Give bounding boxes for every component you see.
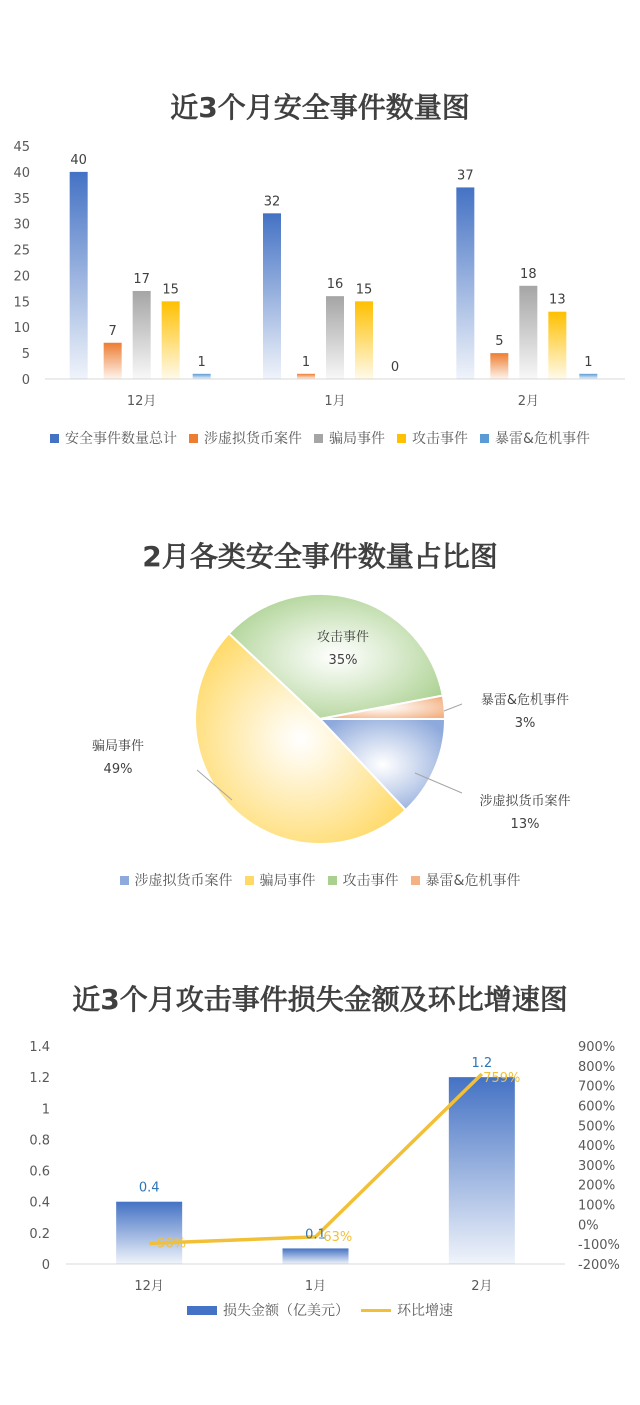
y-tick-label: 5 xyxy=(21,347,30,363)
chart2-legend-item xyxy=(328,870,399,890)
chart1-legend-label: 暴雷&危机事件 xyxy=(495,431,590,447)
pie-slice-name: 骗局事件 xyxy=(91,739,145,754)
pie-slice-percent: 35% xyxy=(328,653,358,668)
bar xyxy=(579,374,597,379)
y-right-tick-label: 900% xyxy=(578,1040,616,1055)
bar xyxy=(490,353,508,379)
bar-data-label: 0.4 xyxy=(138,1180,160,1196)
chart1-legend-swatch xyxy=(314,434,323,443)
pie-slice-name: 攻击事件 xyxy=(316,630,370,645)
bar xyxy=(70,172,88,379)
y-right-tick-label: 500% xyxy=(578,1119,616,1135)
data-label: 7 xyxy=(108,323,117,339)
data-label: 0 xyxy=(390,360,400,375)
y-right-tick-label: -100% xyxy=(578,1238,620,1254)
bar xyxy=(297,374,315,379)
data-label: 32 xyxy=(263,194,281,210)
y-left-tick-label: 0.8 xyxy=(29,1133,50,1149)
chart1-legend-swatch xyxy=(189,434,198,443)
y-right-tick-label: 600% xyxy=(578,1099,616,1115)
chart2-legend-item xyxy=(245,870,316,890)
chart1-legend-item xyxy=(50,428,177,448)
data-label: 1 xyxy=(197,354,206,370)
y-tick-label: 30 xyxy=(13,217,30,233)
chart3-legend-label: 环比增速 xyxy=(397,1303,453,1319)
bar xyxy=(104,343,122,379)
chart2-legend-item xyxy=(120,870,233,890)
y-left-tick-label: 0.2 xyxy=(29,1226,50,1242)
bar xyxy=(116,1202,182,1264)
bar xyxy=(193,374,211,379)
bar xyxy=(326,296,344,379)
y-left-tick-label: 0.6 xyxy=(29,1164,50,1180)
bar xyxy=(162,301,180,379)
y-right-tick-label: 100% xyxy=(578,1198,616,1214)
bar xyxy=(355,301,373,379)
data-label: 5 xyxy=(495,334,504,350)
x-tick-label: 2月 xyxy=(471,1279,493,1294)
data-label: 17 xyxy=(133,271,150,287)
y-right-tick-label: 200% xyxy=(578,1178,616,1194)
chart1-legend-swatch xyxy=(480,434,489,443)
growth-line xyxy=(149,1074,482,1243)
pie-slice-name: 暴雷&危机事件 xyxy=(480,693,570,708)
x-tick-label: 12月 xyxy=(134,1279,164,1294)
y-right-tick-label: 400% xyxy=(578,1139,616,1155)
y-tick-label: 20 xyxy=(13,269,30,285)
bar xyxy=(263,213,281,379)
chart2-legend-label: 涉虚拟货币案件 xyxy=(134,873,233,889)
bar xyxy=(456,187,474,379)
chart1-legend-item xyxy=(397,428,468,448)
chart2-legend-swatch xyxy=(120,876,129,885)
bar xyxy=(133,291,151,379)
chart3-legend-item xyxy=(187,1300,349,1320)
y-tick-label: 0 xyxy=(21,373,30,388)
data-label: 37 xyxy=(457,168,474,184)
x-tick-label: 1月 xyxy=(324,394,346,409)
data-label: 1 xyxy=(584,354,593,370)
data-label: 13 xyxy=(549,292,566,308)
chart2-legend-swatch xyxy=(245,876,254,885)
chart2-title: 2月各类安全事件数量占比图 xyxy=(142,540,498,573)
y-tick-label: 45 xyxy=(13,140,30,155)
x-tick-label: 2月 xyxy=(517,394,539,409)
leader-line xyxy=(444,704,462,711)
chart3-plot xyxy=(0,1035,640,1305)
chart1-legend-label: 攻击事件 xyxy=(412,431,469,447)
data-label: 40 xyxy=(70,152,87,168)
chart1-legend-swatch xyxy=(50,434,59,443)
x-tick-label: 1月 xyxy=(304,1279,327,1294)
chart2-pie xyxy=(0,588,640,858)
chart1-legend-label: 骗局事件 xyxy=(329,431,386,447)
chart1-legend-swatch xyxy=(397,434,406,443)
chart1-legend-label: 安全事件数量总计 xyxy=(65,431,178,447)
data-label: 1 xyxy=(301,354,311,370)
chart1-legend-item xyxy=(480,428,590,448)
y-left-tick-label: 1.2 xyxy=(29,1071,50,1087)
y-left-tick-label: 1.4 xyxy=(29,1040,50,1055)
bar xyxy=(449,1077,515,1264)
chart3-legend-label: 损失金额（亿美元） xyxy=(223,1303,349,1319)
chart1-legend xyxy=(0,428,640,448)
data-label: 18 xyxy=(520,266,537,282)
chart2-legend-swatch xyxy=(411,876,420,885)
y-left-tick-label: 1 xyxy=(41,1102,50,1118)
y-left-tick-label: 0.4 xyxy=(29,1195,50,1211)
bar xyxy=(548,312,566,379)
line-data-label: 759% xyxy=(483,1070,521,1086)
chart1-plot xyxy=(0,135,640,415)
y-right-tick-label: 0% xyxy=(578,1218,599,1234)
data-label: 16 xyxy=(326,277,344,293)
pie-slice-percent: 3% xyxy=(514,716,536,731)
y-right-tick-label: 700% xyxy=(578,1079,616,1095)
line-data-label: -63% xyxy=(318,1229,353,1245)
chart2-legend-label: 暴雷&危机事件 xyxy=(425,873,521,889)
pie-slice-percent: 49% xyxy=(103,762,133,777)
chart3-legend xyxy=(0,1300,640,1320)
y-tick-label: 40 xyxy=(13,165,30,181)
y-tick-label: 15 xyxy=(13,295,30,311)
chart2-legend-item xyxy=(411,870,521,890)
chart1-legend-item xyxy=(189,428,302,448)
chart2-legend-swatch xyxy=(328,876,337,885)
y-left-tick-label: 0 xyxy=(41,1258,50,1273)
y-tick-label: 25 xyxy=(13,243,30,259)
chart1-legend-item xyxy=(314,428,385,448)
data-label: 15 xyxy=(355,282,373,298)
pie-slice-name: 涉虚拟货币案件 xyxy=(479,794,571,809)
line-data-label: -96% xyxy=(152,1236,186,1252)
bar-data-label: 0.1 xyxy=(305,1227,326,1243)
y-tick-label: 35 xyxy=(13,191,30,207)
bar xyxy=(283,1248,349,1264)
x-tick-label: 12月 xyxy=(126,394,157,409)
y-tick-label: 10 xyxy=(13,321,30,337)
y-right-tick-label: 800% xyxy=(578,1059,616,1075)
chart2-legend-label: 攻击事件 xyxy=(342,873,399,889)
chart3-legend-swatch xyxy=(361,1309,391,1312)
bar-data-label: 1.2 xyxy=(471,1056,493,1072)
chart3-legend-item xyxy=(361,1300,453,1320)
chart2-legend-label: 骗局事件 xyxy=(259,873,316,889)
y-right-tick-label: 300% xyxy=(578,1158,616,1174)
chart1-legend-label: 涉虚拟货币案件 xyxy=(204,431,303,447)
pie-slice-percent: 13% xyxy=(510,817,540,832)
data-label: 15 xyxy=(162,282,179,298)
chart3-legend-swatch xyxy=(187,1306,217,1315)
bar xyxy=(519,286,537,379)
y-right-tick-label: -200% xyxy=(578,1258,620,1273)
chart3-title: 近3个月攻击事件损失金额及环比增速图 xyxy=(72,983,568,1016)
chart1-title: 近3个月安全事件数量图 xyxy=(170,91,470,124)
chart2-legend xyxy=(0,870,640,890)
